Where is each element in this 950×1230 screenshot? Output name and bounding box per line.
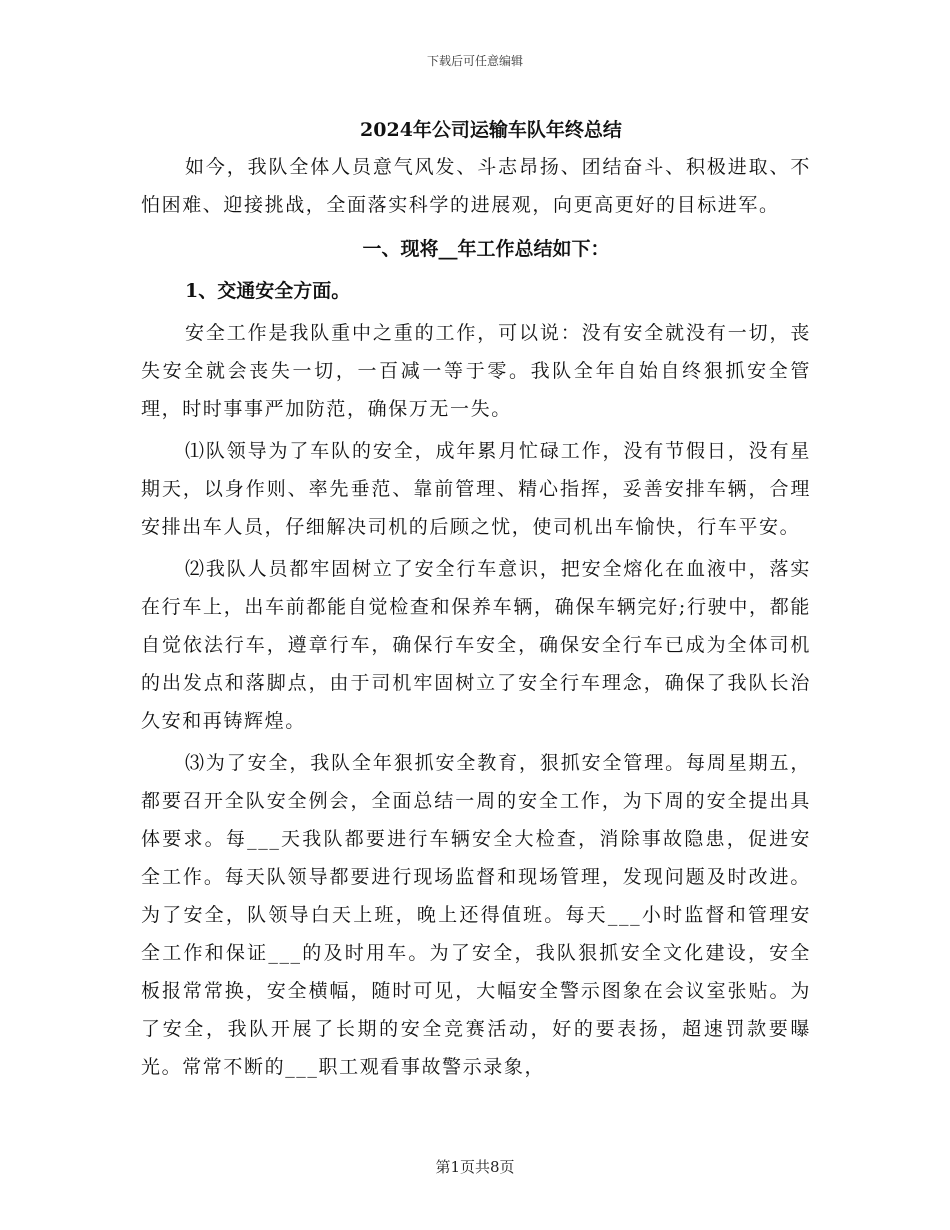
section-heading: 一、现将__年工作总结如下： [362, 238, 610, 260]
page-number: 第1页共8页 [435, 1158, 515, 1176]
document-body [141, 112, 811, 1090]
body-paragraph: ⑶为了安全，我队全年狠抓安全教育，狠抓安全管理。每周星期五，都要召开全队安全例会，全面总结一周的安全工作，为下周的安全提出具体要求。每___天我队都要进行车辆安全大检查，消除事故隐患，促进安全工作。每天队领导都要进行现场监督和现场管理，发现问题及时改进。为了安全，队领导白天上班，晚上还得值班。每天___小时监督和管理安全工作和保证___的及时用车。为了安全，我队狠抓安全文化建设，安全板报常常换，安全横幅，随时可见，大幅安全警示图象在会议室张贴。为了安全，我队开展了长期的安全竞赛活动，好的要表扬，超速罚款要曝光。常常不断的___职工观看事故警示录象， [141, 752, 811, 1078]
body-paragraph: ⑴队领导为了车队的安全，成年累月忙碌工作，没有节假日，没有星期天，以身作则、率先垂范、靠前管理、精心指挥，妥善安排车辆，合理安排出车人员，仔细解决司机的后顾之忧，使司机出车愉快，行车平安。 [141, 440, 811, 538]
body-paragraph: ⑵我队人员都牢固树立了安全行车意识，把安全熔化在血液中，落实在行车上，出车前都能自觉检查和保养车辆，确保车辆完好;行驶中，都能自觉依法行车，遵章行车，确保行车安全，确保安全行车已成为全体司机的出发点和落脚点，由于司机牢固树立了安全行车理念，确保了我队长治久安和再铸辉煌。 [141, 558, 811, 732]
body-paragraph: 安全工作是我队重中之重的工作，可以说：没有安全就没有一切，丧失安全就会丧失一切，一百减一等于零。我队全年自始自终狠抓安全管理，时时事事严加防范，确保万无一失。 [141, 322, 811, 420]
subsection-heading: 1、交通安全方面。 [185, 280, 351, 302]
page-header-note: 下载后可任意编辑 [426, 54, 523, 68]
intro-paragraph: 如今，我队全体人员意气风发、斗志昂扬、团结奋斗、积极进取、不怕困难、迎接挑战，全面落实科学的进展观，向更高更好的目标进军。 [141, 156, 811, 216]
document-title: 2024年公司运输车队年终总结 [360, 119, 622, 141]
